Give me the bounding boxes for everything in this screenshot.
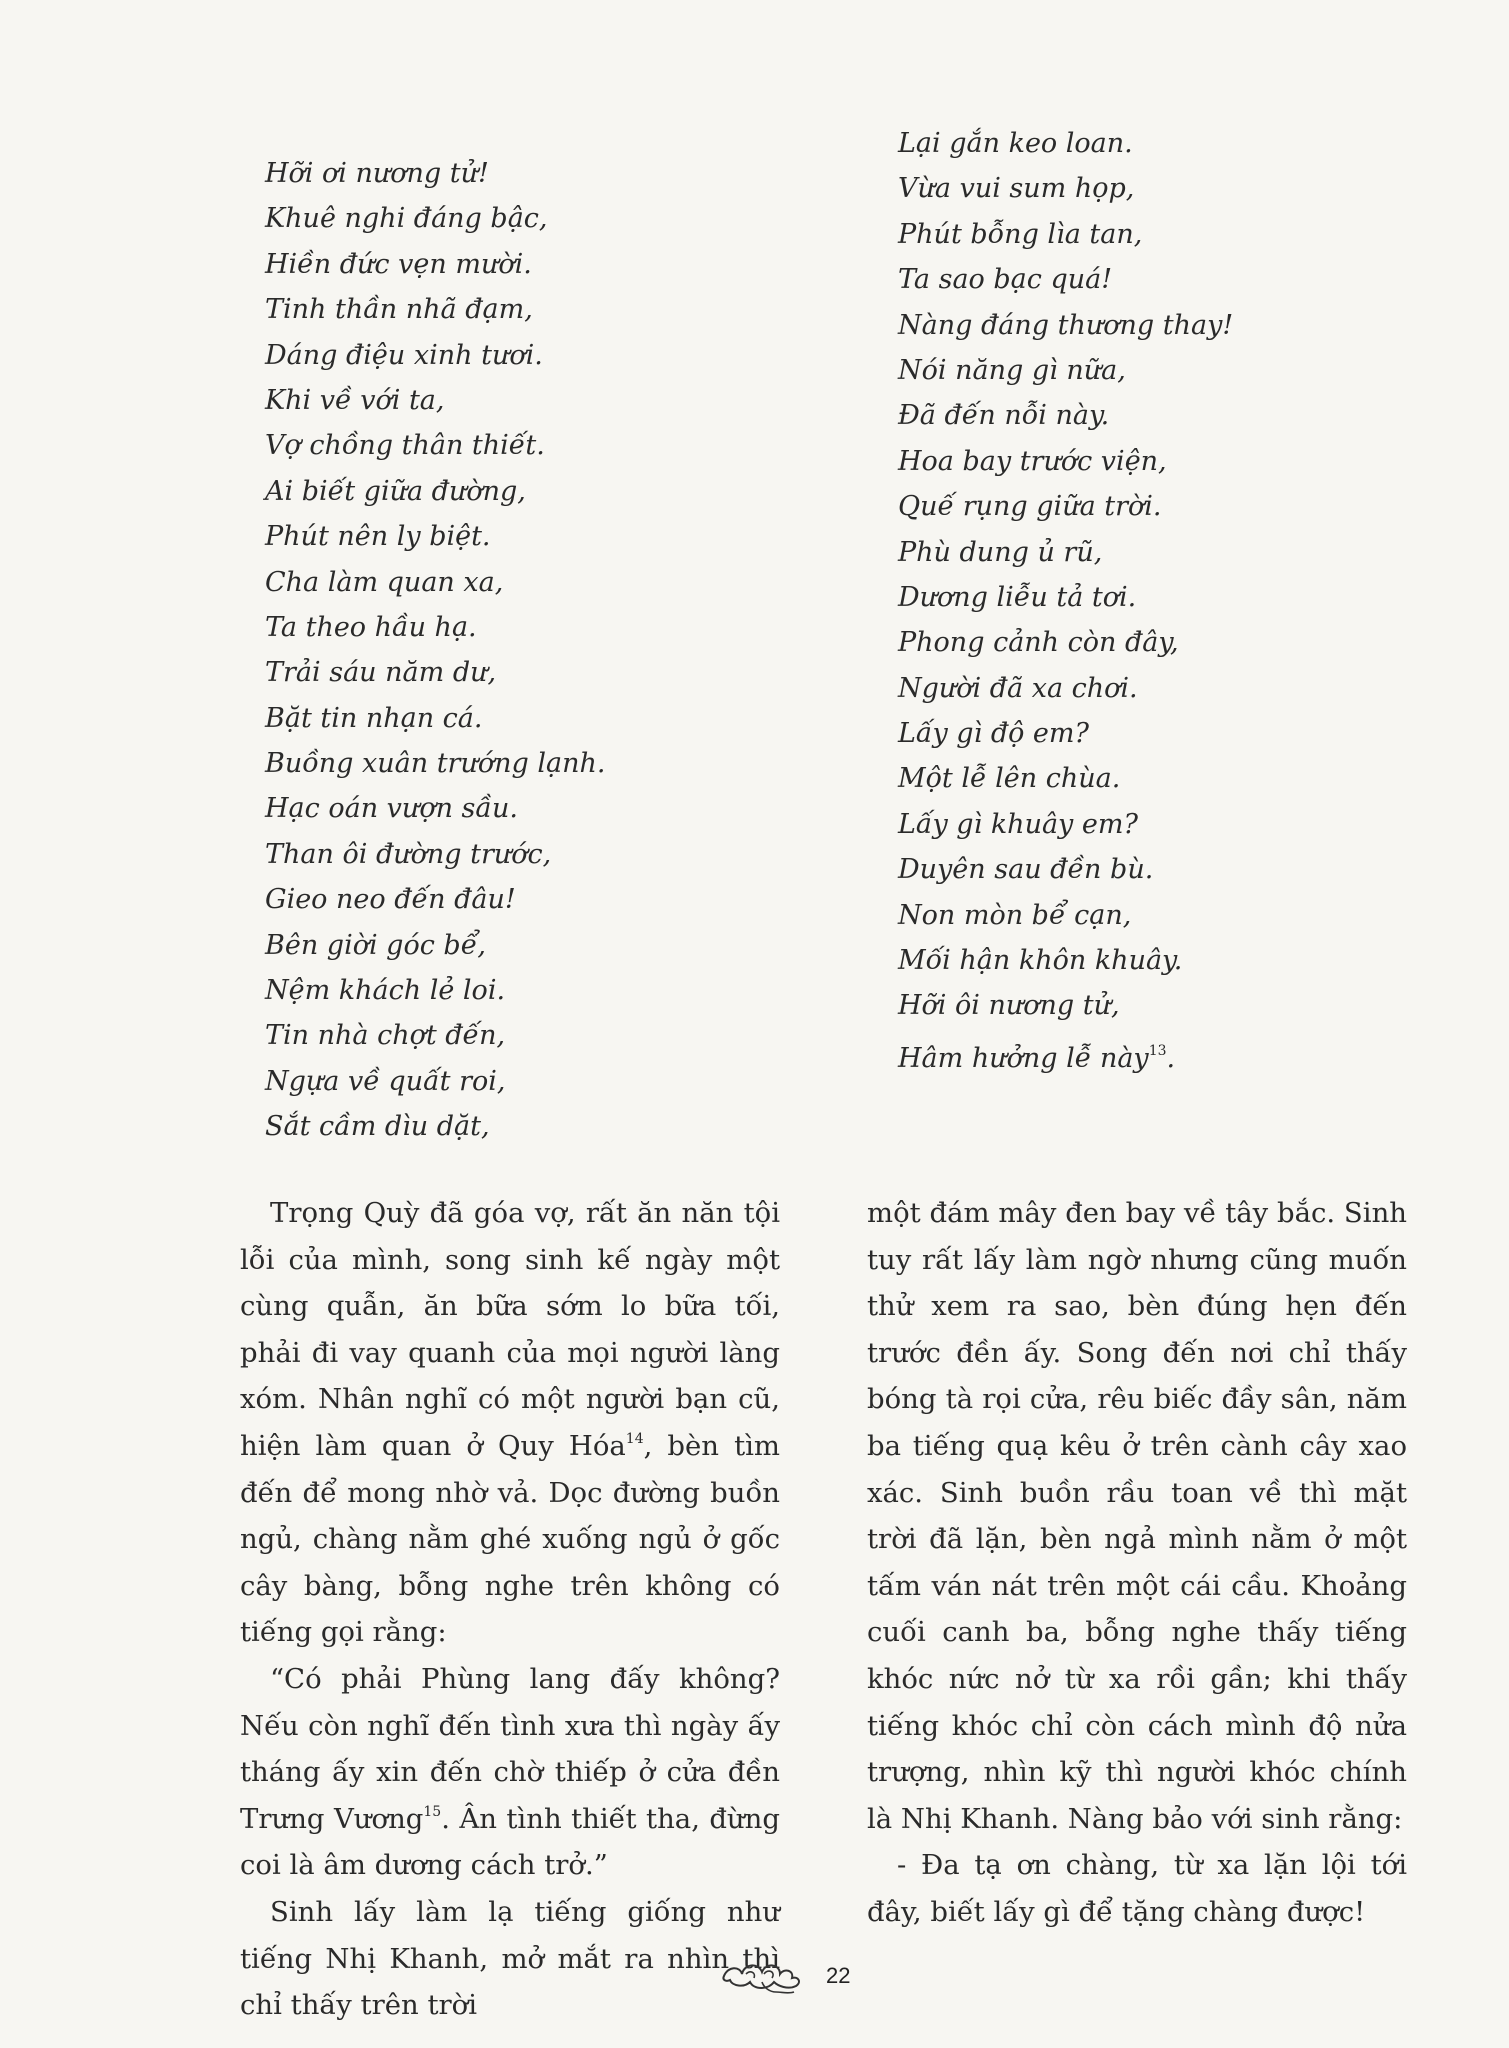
poem-line: Phút bỗng lìa tan, bbox=[898, 218, 1143, 250]
poem-final-period: . bbox=[1166, 1042, 1176, 1074]
poem-line: Sắt cầm dìu dặt, bbox=[265, 1111, 490, 1143]
footnote-ref-15: 15 bbox=[423, 1803, 442, 1820]
poem-line: Vợ chồng thân thiết. bbox=[265, 430, 545, 462]
prose-right-column bbox=[867, 1190, 1407, 1936]
poem-line: Lấy gì độ em? bbox=[898, 718, 1089, 750]
poem-line: Một lễ lên chùa. bbox=[898, 763, 1121, 795]
poem-line: Dương liễu tả tơi. bbox=[898, 581, 1137, 613]
poem-line: Phút nên ly biệt. bbox=[265, 521, 491, 553]
poem-line: Buồng xuân trướng lạnh. bbox=[265, 748, 606, 780]
poem-line: Mối hận khôn khuây. bbox=[898, 945, 1183, 977]
paragraph-text: . Ân tình thiết tha, đừng coi là âm dương cách trở.” bbox=[240, 1802, 780, 1882]
poem-line: Cha làm quan xa, bbox=[265, 566, 504, 598]
paragraph-text: Trọng Quỳ đã góa vợ, rất ăn năn tội lỗi của mình, song sinh kế ngày một cùng quẫn, ăn bữa sớm lo bữa tối, phải đi vay quanh của mọi người làng xóm. Nhân nghĩ có một người bạn cũ, hiện làm quan ở Quy Hóa bbox=[240, 1197, 780, 1462]
poem-line: Than ôi đường trước, bbox=[265, 838, 552, 870]
poem-line: Lấy gì khuây em? bbox=[898, 808, 1138, 840]
poem-line: Khuê nghi đáng bậc, bbox=[265, 203, 548, 235]
poem-line: Hỡi ôi nương tử, bbox=[898, 990, 1120, 1022]
poem-line: Hiền đức vẹn mười. bbox=[265, 248, 532, 280]
poem-line: Quế rụng giữa trời. bbox=[898, 491, 1162, 523]
footnote-ref-13: 13 bbox=[1148, 1042, 1167, 1059]
cloud-ornament-icon bbox=[718, 1952, 818, 2000]
poem-line: Trải sáu năm dư, bbox=[265, 657, 497, 689]
paragraph: Sinh lấy làm lạ tiếng giống như tiếng Nhị Khanh, mở mắt ra nhìn thì chỉ thấy trên trời bbox=[240, 1895, 780, 2022]
poem-line: Khi về với ta, bbox=[265, 384, 445, 416]
paragraph: - Đa tạ ơn chàng, từ xa lặn lội tới đây, biết lấy gì để tặng chàng được! bbox=[867, 1849, 1407, 1928]
poem-line: Người đã xa chơi. bbox=[898, 672, 1138, 704]
poem-final-line bbox=[898, 1029, 1233, 1074]
footnote-ref-14: 14 bbox=[625, 1430, 644, 1447]
poem-line-text: Hâm hưởng lễ này bbox=[898, 1042, 1149, 1074]
poem-line: Tinh thần nhã đạm, bbox=[265, 294, 533, 326]
poem-line: Ta theo hầu hạ. bbox=[265, 611, 477, 643]
poem-right-column bbox=[898, 121, 1233, 1074]
poem-line: Ai biết giữa đường, bbox=[265, 475, 526, 507]
paragraph bbox=[240, 1190, 780, 1656]
paragraph: một đám mây đen bay về tây bắc. Sinh tuy rất lấy làm ngờ nhưng cũng muốn thử xem ra sao, bèn đúng hẹn đến trước đền ấy. Song đến nơi chỉ thấy bóng tà rọi cửa, rêu biếc đầy sân, năm ba tiếng quạ kêu ở trên cành cây xao xác. Sinh buồn rầu toan về thì mặt trời đã lặn, bèn ngả mình nằm ở một tấm ván nát trên một cái cầu. Khoảng cuối canh ba, bỗng nghe thấy tiếng khóc nức nở từ xa rồi gần; khi thấy tiếng khóc chỉ còn cách mình độ nửa trượng, nhìn kỹ thì người khóc chính là Nhị Khanh. Nàng bảo với sinh rằng: bbox=[867, 1197, 1407, 1835]
poem-left-column bbox=[265, 151, 605, 1150]
poem-line: Ta sao bạc quá! bbox=[898, 264, 1113, 296]
paragraph-text: “Có phải Phùng lang đấy không? Nếu còn nghĩ đến tình xưa thì ngày ấy tháng ấy xin đến chờ thiếp ở cửa đền Trưng Vương bbox=[240, 1662, 780, 1835]
poem-line: Gieo neo đến đâu! bbox=[265, 884, 516, 916]
poem-line: Phù dung ủ rũ, bbox=[898, 536, 1103, 568]
poem-line: Nàng đáng thương thay! bbox=[898, 309, 1234, 341]
poem-line: Nệm khách lẻ loi. bbox=[265, 975, 506, 1007]
poem-line: Hoa bay trước viện, bbox=[898, 445, 1167, 477]
poem-line: Hỡi ơi nương tử! bbox=[265, 158, 489, 189]
paragraph-text: , bèn tìm đến để mong nhờ vả. Dọc đường buồn ngủ, chàng nằm ghé xuống ngủ ở gốc cây bàng, bỗng nghe trên không có tiếng gọi rằng: bbox=[240, 1429, 780, 1649]
poem-line: Duyên sau đền bù. bbox=[898, 854, 1154, 886]
poem-line: Bặt tin nhạn cá. bbox=[265, 702, 483, 734]
page-footer bbox=[718, 1952, 850, 2000]
poem-line: Dáng điệu xinh tươi. bbox=[265, 339, 543, 371]
poem-line: Hạc oán vượn sầu. bbox=[265, 793, 518, 825]
paragraph bbox=[240, 1656, 780, 1889]
poem-line: Non mòn bể cạn, bbox=[898, 899, 1132, 931]
prose-left-column bbox=[240, 1190, 780, 2029]
poem-line: Đã đến nỗi này. bbox=[898, 400, 1110, 432]
poem-line: Vừa vui sum họp, bbox=[898, 173, 1135, 205]
poem-line: Tin nhà chợt đến, bbox=[265, 1020, 506, 1052]
poem-line: Nói năng gì nữa, bbox=[898, 354, 1126, 386]
poem-line: Lại gắn keo loan. bbox=[898, 128, 1133, 159]
poem-line: Phong cảnh còn đây, bbox=[898, 627, 1179, 659]
poem-line: Bên giời góc bể, bbox=[265, 929, 486, 961]
poem-line: Ngựa về quất roi, bbox=[265, 1065, 506, 1097]
page-number: 22 bbox=[826, 1963, 851, 1988]
